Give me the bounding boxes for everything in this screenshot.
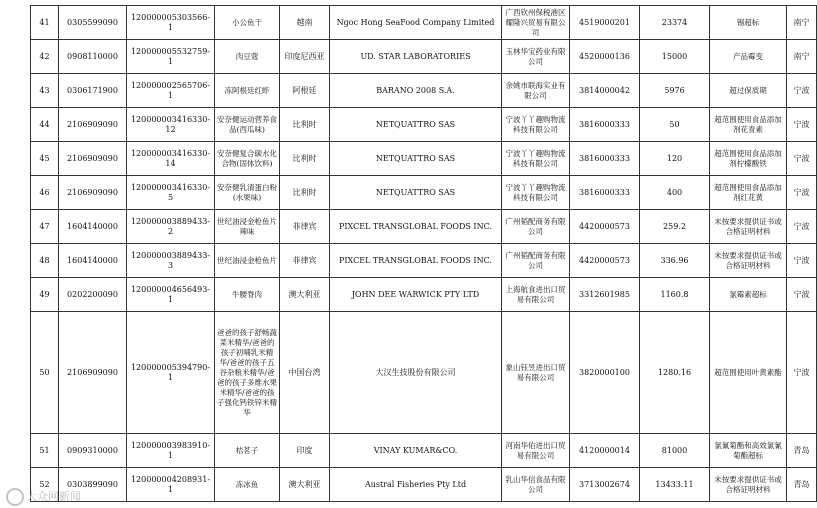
cell-port: 宁波	[787, 210, 817, 244]
table-row	[31, 108, 817, 142]
cell-product-code: 120000003416330-5	[127, 176, 215, 210]
cell-origin: 菲律宾	[280, 210, 330, 244]
cell-index: 52	[31, 468, 59, 502]
cell-product-code: 120000003416330-14	[127, 142, 215, 176]
cell-producer: NETQUATTRO SAS	[330, 142, 502, 176]
cell-port: 南宁	[787, 40, 817, 74]
cell-product-code: 120000003983910-1	[127, 434, 215, 468]
table-row	[31, 312, 817, 434]
cell-importer: 广州韬配商务有限公司	[502, 210, 570, 244]
cell-product-code: 120000005532759-1	[127, 40, 215, 74]
watermark-logo-icon	[6, 488, 24, 506]
cell-product-name: 肉豆蔻	[215, 40, 280, 74]
cell-importer-code: 3312601985	[570, 278, 640, 312]
cell-importer-code: 3816000333	[570, 142, 640, 176]
cell-importer: 象山钰昱进出口贸易有限公司	[502, 312, 570, 434]
cell-importer: 宁波丫丫趣购物流科技有限公司	[502, 108, 570, 142]
cell-importer: 河南华佑进出口贸易有限公司	[502, 434, 570, 468]
cell-hs-code: 0305599090	[59, 6, 127, 40]
cell-weight: 15000	[640, 40, 710, 74]
table-row	[31, 6, 817, 40]
table-row	[31, 278, 817, 312]
cell-importer-code: 4120000014	[570, 434, 640, 468]
cell-hs-code: 2106909090	[59, 108, 127, 142]
cell-hs-code: 2106909090	[59, 176, 127, 210]
cell-port: 宁波	[787, 312, 817, 434]
cell-producer: Ngoc Hong SeaFood Company Limited	[330, 6, 502, 40]
cell-weight: 400	[640, 176, 710, 210]
cell-importer-code: 4420000573	[570, 210, 640, 244]
cell-producer: PIXCEL TRANSGLOBAL FOODS INC.	[330, 210, 502, 244]
watermark-text: 大众网新闻	[26, 490, 81, 503]
cell-weight: 81000	[640, 434, 710, 468]
cell-origin: 比利时	[280, 142, 330, 176]
cell-product-name: 世纪油浸金枪鱼片辣味	[215, 210, 280, 244]
cell-reason: 氯霉素超标	[710, 278, 787, 312]
table-row	[31, 244, 817, 278]
cell-port: 南宁	[787, 6, 817, 40]
cell-producer: VINAY KUMAR&CO.	[330, 434, 502, 468]
cell-index: 46	[31, 176, 59, 210]
cell-weight: 120	[640, 142, 710, 176]
cell-product-name: 爸爸的孩子舒畅蔬菜米精华/爸爸的孩子初哺乳米精华/爸爸的孩子五谷杂粮米精华/爸爸的孩子多维水果米精华/爸爸的孩子强化钙铁锌米精华	[215, 312, 280, 434]
rejected-imports-table	[30, 5, 817, 502]
cell-hs-code: 1604140000	[59, 210, 127, 244]
cell-index: 44	[31, 108, 59, 142]
cell-index: 50	[31, 312, 59, 434]
cell-product-name: 安奈健复合碳水化合物(固体饮料)	[215, 142, 280, 176]
cell-product-code: 120000005394790-1	[127, 312, 215, 434]
cell-index: 51	[31, 434, 59, 468]
cell-importer-code: 4420000573	[570, 244, 640, 278]
cell-importer: 宁波丫丫趣购物流科技有限公司	[502, 176, 570, 210]
cell-product-code: 120000004656493-1	[127, 278, 215, 312]
cell-index: 47	[31, 210, 59, 244]
cell-port: 宁波	[787, 108, 817, 142]
cell-hs-code: 2106909090	[59, 312, 127, 434]
cell-importer-code: 3713002674	[570, 468, 640, 502]
cell-product-code: 120000005303566-1	[127, 6, 215, 40]
cell-origin: 比利时	[280, 176, 330, 210]
cell-product-name: 世纪油浸金枪鱼片	[215, 244, 280, 278]
cell-producer: NETQUATTRO SAS	[330, 176, 502, 210]
cell-importer: 广西钦州保税港区耀隆兴贸易有限公司	[502, 6, 570, 40]
cell-product-name: 桔茗子	[215, 434, 280, 468]
cell-origin: 印度	[280, 434, 330, 468]
table-body	[31, 6, 817, 502]
cell-producer: UD. STAR LABORATORIES	[330, 40, 502, 74]
cell-origin: 越南	[280, 6, 330, 40]
cell-importer: 余姚市联海实业有限公司	[502, 74, 570, 108]
cell-index: 48	[31, 244, 59, 278]
cell-product-name: 冻阿根廷红虾	[215, 74, 280, 108]
cell-reason: 超范围使用食品添加剂柠檬酸铁	[710, 142, 787, 176]
cell-port: 宁波	[787, 244, 817, 278]
cell-product-code: 120000003416330-12	[127, 108, 215, 142]
cell-index: 45	[31, 142, 59, 176]
cell-origin: 印度尼西亚	[280, 40, 330, 74]
cell-importer-code: 3816000333	[570, 108, 640, 142]
cell-hs-code: 2106909090	[59, 142, 127, 176]
cell-product-code: 120000002565706-1	[127, 74, 215, 108]
cell-reason: 超范围使用食品添加剂红花黄	[710, 176, 787, 210]
cell-importer: 宁波丫丫趣购物流科技有限公司	[502, 142, 570, 176]
cell-importer-code: 3820000100	[570, 312, 640, 434]
cell-origin: 比利时	[280, 108, 330, 142]
cell-product-name: 安奈健乳清蛋白粉(水果味)	[215, 176, 280, 210]
cell-index: 49	[31, 278, 59, 312]
cell-weight: 50	[640, 108, 710, 142]
cell-reason: 氯氰菊酯和高效氯氰菊酯超标	[710, 434, 787, 468]
cell-weight: 1160.8	[640, 278, 710, 312]
cell-product-name: 冻冰鱼	[215, 468, 280, 502]
cell-port: 宁波	[787, 278, 817, 312]
cell-port: 宁波	[787, 142, 817, 176]
cell-port: 宁波	[787, 176, 817, 210]
table-row	[31, 142, 817, 176]
cell-importer: 乳山华信食品有限公司	[502, 468, 570, 502]
cell-origin: 中国台湾	[280, 312, 330, 434]
cell-importer-code: 3814000042	[570, 74, 640, 108]
cell-index: 43	[31, 74, 59, 108]
cell-importer-code: 3816000333	[570, 176, 640, 210]
cell-reason: 超范围使用食品添加剂花青素	[710, 108, 787, 142]
table-row	[31, 468, 817, 502]
cell-weight: 336.96	[640, 244, 710, 278]
cell-product-code: 120000004208931-1	[127, 468, 215, 502]
cell-importer-code: 4520000136	[570, 40, 640, 74]
cell-weight: 23374	[640, 6, 710, 40]
cell-producer: NETQUATTRO SAS	[330, 108, 502, 142]
cell-weight: 13433.11	[640, 468, 710, 502]
cell-reason: 锡超标	[710, 6, 787, 40]
table-row	[31, 40, 817, 74]
cell-product-code: 120000003889433-2	[127, 210, 215, 244]
cell-hs-code: 0303899090	[59, 468, 127, 502]
cell-product-code: 120000003889433-3	[127, 244, 215, 278]
cell-weight: 1280.16	[640, 312, 710, 434]
cell-importer: 上海航食进出口贸易有限公司	[502, 278, 570, 312]
cell-hs-code: 1604140000	[59, 244, 127, 278]
cell-hs-code: 0202200090	[59, 278, 127, 312]
cell-reason: 超范围使用叶黄素酯	[710, 312, 787, 434]
cell-producer: 大汉生技股份有限公司	[330, 312, 502, 434]
cell-product-name: 牛腰脊肉	[215, 278, 280, 312]
cell-product-name: 小公鱼干	[215, 6, 280, 40]
cell-reason: 未按要求提供证书或合格证明材料	[710, 244, 787, 278]
cell-producer: Austral Fisheries Pty Ltd	[330, 468, 502, 502]
cell-weight: 259.2	[640, 210, 710, 244]
cell-reason: 产品霉变	[710, 40, 787, 74]
cell-origin: 菲律宾	[280, 244, 330, 278]
cell-reason: 超过保质期	[710, 74, 787, 108]
cell-reason: 未按要求提供证书或合格证明材料	[710, 468, 787, 502]
cell-producer: BARANO 2008 S.A.	[330, 74, 502, 108]
cell-importer: 广州韬配商务有限公司	[502, 244, 570, 278]
cell-producer: JOHN DEE WARWICK PTY LTD	[330, 278, 502, 312]
cell-index: 41	[31, 6, 59, 40]
table-row	[31, 434, 817, 468]
table-row	[31, 74, 817, 108]
cell-producer: PIXCEL TRANSGLOBAL FOODS INC.	[330, 244, 502, 278]
watermark	[6, 488, 81, 506]
cell-reason: 未按要求提供证书或合格证明材料	[710, 210, 787, 244]
cell-weight: 5976	[640, 74, 710, 108]
cell-product-name: 安奈健运动营养食品(西瓜味)	[215, 108, 280, 142]
cell-importer: 玉林华宝药业有限公司	[502, 40, 570, 74]
table-row	[31, 210, 817, 244]
cell-hs-code: 0908110000	[59, 40, 127, 74]
cell-port: 宁波	[787, 74, 817, 108]
cell-hs-code: 0306171900	[59, 74, 127, 108]
cell-hs-code: 0909310000	[59, 434, 127, 468]
table-row	[31, 176, 817, 210]
cell-port: 青岛	[787, 434, 817, 468]
cell-index: 42	[31, 40, 59, 74]
cell-origin: 阿根廷	[280, 74, 330, 108]
cell-port: 青岛	[787, 468, 817, 502]
cell-importer-code: 4519000201	[570, 6, 640, 40]
cell-origin: 澳大利亚	[280, 468, 330, 502]
cell-origin: 澳大利亚	[280, 278, 330, 312]
